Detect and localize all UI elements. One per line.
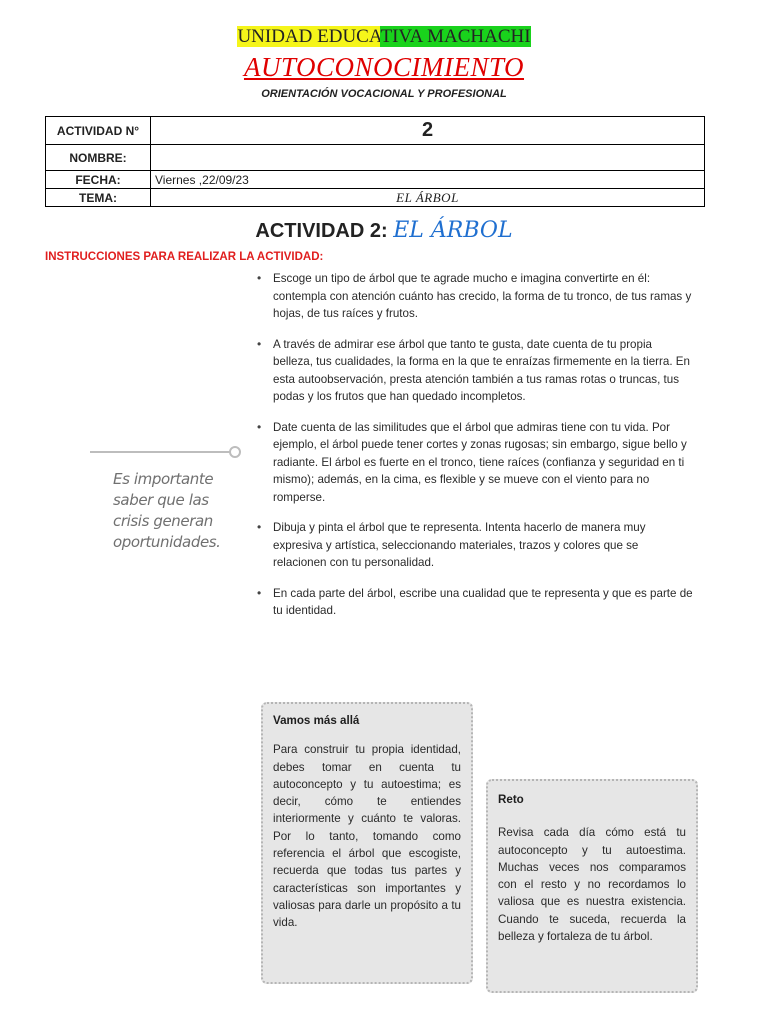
bullet-text: En cada parte del árbol, escribe una cualidad que te representa y que es parte de tu identidad. (273, 586, 693, 617)
activity-title-prefix: ACTIVIDAD 2: (255, 220, 394, 242)
row-tema (46, 189, 705, 207)
side-quote: Es importante saber que las crisis generan oportunidades. (113, 470, 221, 551)
box-reto-text: Revisa cada día cómo está tu autoconcepto y tu autoestima. Muchas veces nos comparamos con el resto y no recordamos lo valiosa que es nuestra existencia. Cuando te suceda, recuerda la belleza y fortaleza de tu árbol. (498, 826, 686, 944)
school-name-part2: TIVA MACHACHI (380, 26, 531, 47)
bullet-icon: • (257, 419, 262, 434)
box-vamos-mas-alla (261, 702, 473, 984)
activity-title-highlight: EL ÁRBOL (393, 218, 513, 243)
document-subtitle: ORIENTACIÓN VOCACIONAL Y PROFESIONAL (261, 88, 507, 100)
activity-title (0, 218, 768, 243)
document-title: AUTOCONOCIMIENTO (243, 52, 525, 82)
quote-connector-line (90, 451, 230, 453)
bullet-icon: • (257, 520, 262, 534)
list-item (255, 419, 695, 507)
row-fecha (46, 171, 705, 189)
box-reto (486, 779, 698, 993)
list-item (255, 585, 695, 620)
row-actividad (46, 117, 705, 145)
box-reto-title: Reto (498, 793, 524, 806)
box-vamos-title: Vamos más allá (273, 714, 360, 727)
instructions-heading: INSTRUCCIONES PARA REALIZAR LA ACTIVIDAD: (45, 251, 324, 263)
bullet-text: Date cuenta de las similitudes que el árbol que admiras tiene con tu vida. Por ejemplo, el árbol puede tener cortes y zonas rugosas; sin embargo, sigue bello y radiante. El árbol es fuerte en el tronco, tiene raíces (confianza y seguridad en ti mismo); además, en la cima, es flexible y se mueve con el viento para no romperse. (273, 420, 687, 504)
bullet-text: Escoge un tipo de árbol que te agrade mucho e imagina convertirte en él: contempla con atención cuánto has crecido, la forma de tu tronco, de tus ramas y hojas, de tus raíces y frutos. (273, 272, 692, 320)
tema-value: EL ÁRBOL (151, 189, 705, 207)
bullet-text: Dibuja y pinta el árbol que te representa. Intenta hacerlo de manera muy expresiva y artística, seleccionando materiales, trazos y colores que se relacionen con tu personalidad. (273, 521, 646, 569)
list-item (255, 336, 695, 406)
list-item (255, 519, 695, 572)
school-name (0, 26, 768, 48)
info-table (45, 116, 705, 207)
school-name-part1: UNIDAD EDUCA (237, 26, 381, 47)
list-item (255, 270, 695, 323)
nombre-label: NOMBRE: (46, 145, 151, 171)
actividad-label: ACTIVIDAD N° (46, 117, 151, 145)
box-vamos-text: Para construir tu propia identidad, debes tomar en cuenta tu autoconcepto y tu autoestima; es decir, cómo te entiendes interiormente y cuánto te valoras. Por lo tanto, tomando como referencia el árbol que escogiste, recuerda que todas tus partes y características son importantes y valiosas para darle un propósito a tu vida. (273, 743, 461, 930)
fecha-value: Viernes ,22/09/23 (151, 171, 705, 189)
tema-label: TEMA: (46, 189, 151, 207)
row-nombre (46, 145, 705, 171)
quote-connector-dot-icon (229, 446, 241, 458)
bullet-icon: • (257, 336, 262, 351)
fecha-label: FECHA: (46, 171, 151, 189)
bullet-text: A través de admirar ese árbol que tanto te gusta, date cuenta de tu propia belleza, tus cualidades, la forma en la que te enraízas firmemente en la tierra. En esta autoobservación, presta atención también a tus ramas rotas o truncas, tus podas y los frutos que han quedado incompletos. (273, 337, 690, 403)
actividad-value: 2 (151, 117, 705, 145)
instruction-list (255, 270, 695, 620)
nombre-value[interactable] (151, 145, 705, 171)
bullet-icon: • (257, 271, 262, 285)
bullet-icon: • (257, 585, 262, 600)
